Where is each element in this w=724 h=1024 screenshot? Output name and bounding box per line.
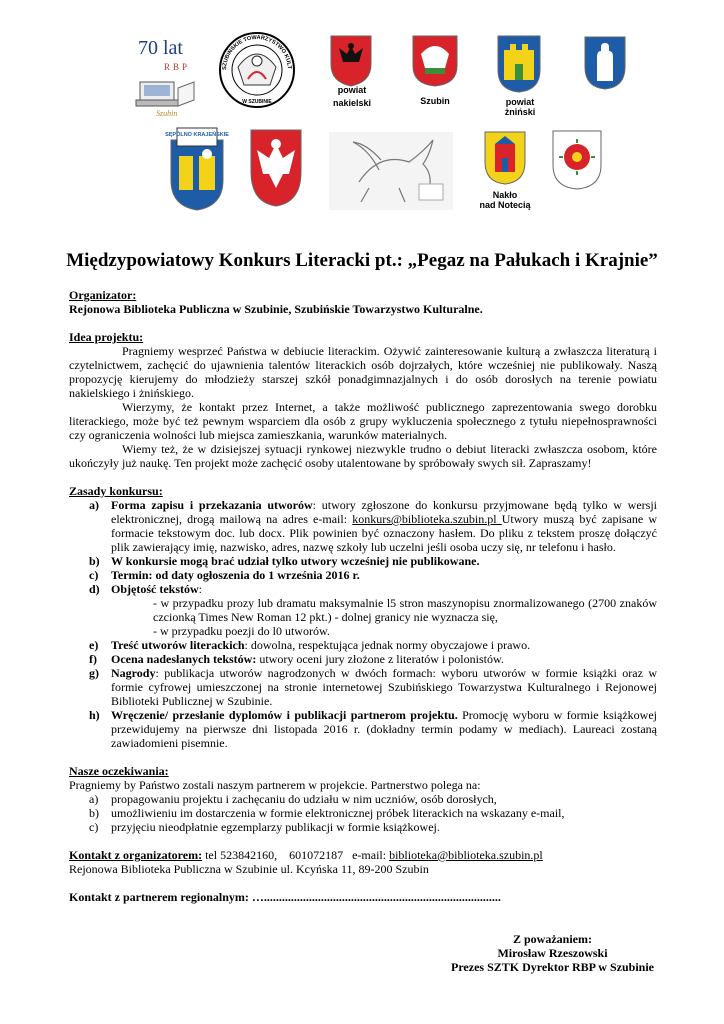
rule-label: g) (89, 666, 99, 680)
rule-bold: Termin: od daty ogłoszenia do 1 września 2016 r. (111, 568, 360, 582)
expectations-heading: Nasze oczekiwania: (69, 764, 169, 778)
expectations-list (69, 792, 657, 834)
rule-subitem: - w przypadku prozy lub dramatu maksymalnie l5 stron maszynopisu znormalizowanego (2700 znaków czcionką Times New Roman 12 pkt.) - dolnej granicy nie wyznacza się, (153, 596, 657, 624)
rule-label: h) (89, 708, 100, 722)
eagle-crest (249, 128, 303, 208)
stk-logo (218, 27, 296, 113)
signature-name: Mirosław Rzeszowski (497, 946, 608, 960)
naklo-crest (483, 130, 527, 186)
idea-paragraph: Wiemy też, że w dzisiejszej sytuacji rynkowej niezwykle trudno o debiut literacki zwłaszcza osobom, które ukończyły już naukę. Ten projekt może zachęcić osoby utalentowane by spróbowały swych sił. Zapraszamy! (69, 442, 657, 470)
sepolno-crest (165, 126, 229, 212)
caption-naklo-line1: Nakło (492, 190, 518, 200)
rule-text: Promocję wyboru w formie książkowej przewidujemy na pierwsze dni listopada 2016 r. (dokładny termin podamy w mediach). Laureaci zostaną zawiadomieni pisemnie. (111, 708, 657, 750)
rule-item-c (89, 568, 657, 582)
pegasus-drawing (329, 132, 453, 210)
partner-line (69, 890, 657, 904)
idea-paragraph: Pragniemy wesprzeć Państwa w debiucie literackim. Ożywić zainteresowanie kulturą a zwłaszcza literaturą i czytelnictwem, zachęcić do ujawnienia talentów literackich osób dojrzałych, które wcześniej nie publikowały. Naszą propozycję kierujemy do młodzieży starszej szkół ponadgimnazjalnych i do osób dorosłych na terenie powiatu nakielskiego i żnińskiego. (69, 344, 657, 400)
rule-item-b (89, 554, 657, 568)
signature-greeting: Z poważaniem: (512, 932, 592, 946)
zninski-crest (496, 34, 542, 94)
rule-label: c) (89, 568, 99, 582)
caption-nakielski (327, 85, 377, 108)
rule-bold: Ocena nadesłanych tekstów: (111, 652, 257, 666)
list-item-text: propagowaniu projektu i zachęcaniu do udziału w nim uczniów, osób dorosłych, (111, 792, 497, 806)
rbp-abbr: RBP (164, 62, 191, 72)
caption-nakielski-line1: powiat (337, 85, 367, 95)
rules-list (69, 498, 657, 750)
signature-title: Prezes SZTK Dyrektor RBP w Szubinie (450, 960, 654, 974)
rule-text: : dowolna, respektująca jednak normy obyczajowe i prawo. (244, 638, 531, 652)
contact-address: Rejonowa Biblioteka Publiczna w Szubinie ul. Kcyńska 11, 89-200 Szubin (69, 862, 429, 876)
rule-label: a) (89, 498, 99, 512)
list-item-label: b) (89, 806, 99, 820)
contact-phones: tel 523842160, 601072187 e-mail: (202, 848, 390, 862)
stk-ring-text: SZUBIŃSKIE TOWARZYSTWO KULT (221, 34, 293, 71)
caption-nakielski-line2: nakielski (332, 98, 372, 108)
rule-item-g (89, 666, 657, 708)
signature-block (451, 932, 654, 974)
rbp-logo-graphic (130, 30, 202, 120)
sepolno-banner: SĘPÓLNO KRAJEŃSKIE (165, 132, 229, 138)
rule-label: d) (89, 582, 100, 596)
rule-item-h (89, 708, 657, 750)
rule-text: utwory oceni jury złożone z literatów i polonistów. (256, 652, 504, 666)
szubin-crest (411, 34, 459, 88)
contact-heading: Kontakt z organizatorem: (69, 848, 203, 862)
hand-crest (583, 35, 627, 91)
list-item-text: umożliwieniu im dostarczenia w formie elektronicznej próbek literackich na wskazany e-mail, (111, 806, 565, 820)
document-body (69, 288, 657, 904)
nakielski-crest (329, 34, 373, 86)
expectations-intro: Pragniemy by Państwo zostali naszym partnerem w projekcie. Partnerstwo polega na: (69, 778, 481, 792)
organizer-email-link[interactable]: biblioteka@biblioteka.szubin.pl (389, 848, 543, 862)
partner-label: Kontakt z partnerem regionalnym: (69, 890, 252, 904)
caption-zninski-line1: powiat (505, 97, 535, 107)
rule-label: e) (89, 638, 99, 652)
rule-bold: Wręczenie/ przesłanie dyplomów i publikacji partnerom projektu. (111, 708, 458, 722)
rule-text: Utwory muszą być zapisane w formacie tekstowym doc. lub docx. Plik powinien być oznaczony hasłem. Do pliku z tekstem proszę dołączyć plik zawierający imię, nazwisko, adres, nazwę szkoły lub uczelni jeśli osoba uczy się, nr telefonu i hasło. (111, 512, 657, 554)
rbp-town: Szubin (156, 109, 178, 118)
list-item-label: c) (89, 820, 99, 834)
rule-subitem: - w przypadku poezji do l0 utworów. (153, 624, 330, 638)
partner-dots: …............................................................................... (251, 890, 501, 904)
rbp-logo (130, 30, 202, 120)
idea-paragraph: Wierzymy, że kontakt przez Internet, a także możliwość publicznego zaprezentowania swego dorobku literackiego, może być też pewnym wsparciem dla osób z grupy wykluczenia społecznego z tytułu niepełnosprawności czy ograniczenia wolności lub miejsca zamieszkania, warunków materialnych. (69, 400, 657, 442)
rule-label: f) (89, 652, 97, 666)
rule-item-a (89, 498, 657, 554)
rule-text: : utwory zgłoszone do konkursu przyjmowane będą tylko w wersji elektronicznej, drogą mailową na adres e-mail: (111, 498, 657, 526)
list-item (89, 820, 657, 834)
rule-text: : (198, 582, 202, 596)
rule-text: : publikacja utworów nagrodzonych w dwóch formach: wyboru utworów w formie książki oraz w formie cyfrowej umieszczonej na stronie internetowej Szubińskiego Towarzystwa Kulturalnego i Rejonowej Biblioteki Publicznej w Szubinie. (111, 666, 657, 708)
caption-naklo-line2: nad Notecią (479, 200, 531, 210)
caption-zninski-line2: żniński (504, 107, 536, 117)
list-item (89, 792, 657, 806)
rule-bold: W konkursie mogą brać udział tylko utwory wcześniej nie publikowane. (111, 554, 480, 568)
list-item-text: przyjęciu nieodpłatnie egzemplarzy publikacji w formie książkowej. (111, 820, 440, 834)
rule-item-f (89, 652, 657, 666)
rule-bold: Forma zapisu i przekazania utworów (111, 498, 313, 512)
rule-bold: Objętość tekstów (111, 582, 199, 596)
list-item (89, 806, 657, 820)
organizer-text: Rejonowa Biblioteka Publiczna w Szubinie, Szubińskie Towarzystwo Kulturalne. (69, 302, 483, 316)
contact-line (69, 848, 657, 862)
rules-heading: Zasady konkursu: (69, 484, 163, 498)
rule-item-d (89, 582, 657, 596)
logos-header (0, 0, 724, 220)
caption-naklo (468, 190, 542, 210)
stk-bottom-text: W SZUBINIE (242, 99, 272, 105)
idea-heading: Idea projektu: (69, 330, 144, 344)
organizer-heading: Organizator: (69, 288, 137, 302)
caption-szubin: Szubin (420, 96, 450, 106)
contest-email-link[interactable]: konkurs@biblioteka.szubin.pl (352, 512, 502, 526)
rule-bold: Nagrody (111, 666, 156, 680)
rule-label: b) (89, 554, 100, 568)
page-title: Międzypowiatowy Konkurs Literacki pt.: „Pegaz na Pałukach i Krajnie” (66, 250, 658, 271)
caption-zninski (495, 97, 545, 117)
rbp-years: 70 lat (138, 37, 183, 59)
rule-item-e (89, 638, 657, 652)
list-item-label: a) (89, 792, 99, 806)
rose-crest (551, 129, 603, 191)
rule-bold: Treść utworów literackich (111, 638, 245, 652)
